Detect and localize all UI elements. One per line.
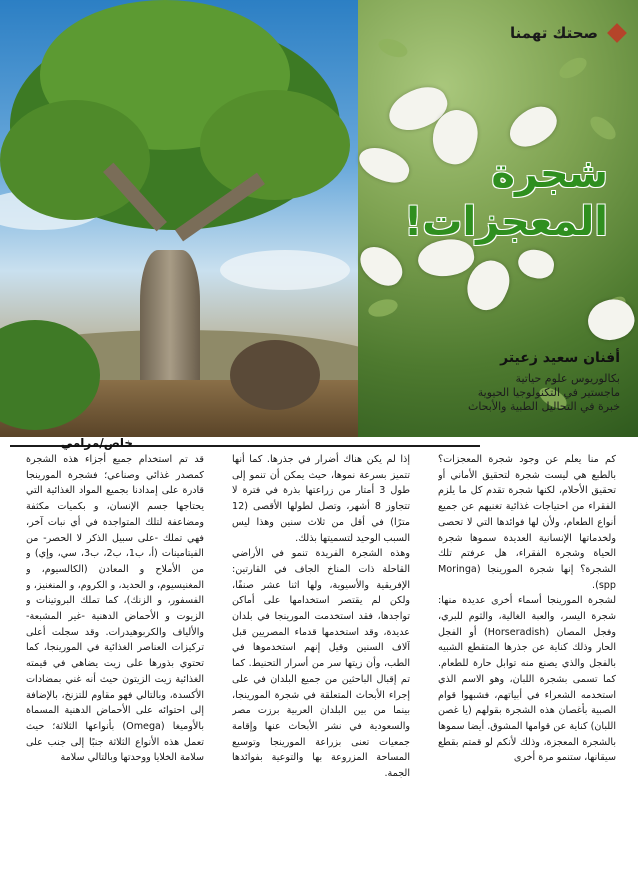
title-line: المعجزات! <box>404 199 608 245</box>
author-credential: خبرة في التحاليل الطبية والأبحاث <box>467 400 620 413</box>
article-title <box>348 150 608 246</box>
moringa-tree-photo <box>0 0 360 437</box>
author-name: أفنان سعيد زعيتر <box>500 350 620 366</box>
text-column-2 <box>232 452 410 864</box>
text-column-1 <box>438 452 616 864</box>
title-line: شجرة <box>491 151 608 197</box>
source-tag: خاص/مرامي <box>60 436 133 450</box>
paragraph: قد تم استخدام جميع أجزاء هذه الشجرة كمصدر غذائي وصناعي؛ فشجرة المورينجا قادرة على إمدادنا بجميع المواد الغذائية التي يحتاجها جسم الإنسان، و بكميات مكثفة ومضاعفة لتلك المتواجدة في أي نبات آخر، فهي تملك -على سبيل الذكر لا الحصر- من الفيتامينات (أ، ب1، ب2، ب3، سي، وإي) و من الأملاح و المعادن (الكالسيوم، و المغنيسيوم، و الحديد، و الكروم، و المنغنيز، و الفسفور، و الزنك)، كما تملك البروتينات و الزيوت و الأحماض الدهنية -غير المشبعة- والألياف والكربوهيدرات. وقد سجلت أعلى تركيزات العناصر الغذائية في المورينجا، كما تحتوي بذورها على زيت يضاهي في قيمته الغذائية زيت الزيتون حيث أنه غني بمضادات الأكسدة، وبالتالي فهو مقاوم للتزنخ، بالإضافة إلى احتوائه على الأحماض الدهنية المسماة بالأوميغا (Omega) بأنواعها الثلاثة؛ حيث تعمل هذه الأنواع الثلاثة جنبًا إلى جنب على سلامة الخلايا ووحدتها وبالتالي سلامة <box>26 454 204 764</box>
text-column-3 <box>26 452 204 864</box>
paragraph: وهذه الشجرة الفريدة تنمو في الأراضي القاحلة ذات المناخ الجاف في القارتين: الإفريقية والأسيوية، ولها اثنا عشر صنفًا، ولكن لم يقتصر استخدامها على أماكن تواجدها، فقد استخدمت المورينجا في بلدان عديدة، وقد استخدمها قدماء المصريين قبل آلاف السنين وقيل إنهم استخدموها في الطب، وأن زيتها سر من أسرار التحنيط. كما تم إقبال الباحثين من جميع البلدان في على إجراء الأبحاث المتعلقة في شجرة المورينجا، بينما من بين البلدان العربية برزت مصر والسعودية في نشر الأبحاث عنها وإقامة جمعيات تعنى بزراعة المورينجا وتوسيع المساحة المزروعة بها والتوعية بفوائدها الجمة. <box>232 548 410 780</box>
author-credential: ماجستير في التكنولوجيا الحيوية <box>477 386 620 399</box>
section-tag: صحتك تهمنا <box>510 24 598 42</box>
paragraph: إذا لم يكن هناك أضرار في جذرها. كما أنها تتميز بسرعة نموها، حيث يمكن أن تنمو إلى طول 3 أمتار من زراعتها بذرة في فترة لا تتجاوز 8 أشهر، وتصل لطولها الأقصى (12 مترًا) في أقل من ثلاث سنين وهذا ليس السبب الوحيد لتسميتها بذلك. <box>232 454 410 544</box>
author-credentials <box>360 372 620 414</box>
paragraph: لشجرة المورينجا أسماء أخرى عديدة منها: شجرة اليسر، والعبة الغالية، والثوم للبري، وفجل المصان (Horseradish) أو الفجل الحار وذلك كناية عن جذرها المتقطع الشبيه بالفجل والذي يصنع منه توابل حارة للطعام. كما تسمى بشجرة اللبان، وهو الاسم الذي استخدمه الشعراء في أبياتهم، فشبهوا قوام الصبية بأغصان هذه الشجرة بقولهم (يا غصن اللبان) كناية عن قوامها المشوق. أيضا سموها بالشجرة المعجزة، وذلك لأنكم لو قمتم بقطع سيقانها، ستنمو مرة أخرى <box>438 595 616 764</box>
author-credential: بكالوريوس علوم حياتية <box>515 372 620 385</box>
paragraph: كم منا يعلم عن وجود شجرة المعجزات؟ بالطبع هي ليست شجرة لتحقيق الأماني أو تحقيق الأحلام، لكنها شجرة تقدم كل ما يلزم الفقراء من احتياجات غذائية تغنيهم عن جميع أنواع الطعام، ولأن لها فوائدها التي لا تحصى ولخدماتها الإنسانية العديدة سموها شجرة الحياة وشجرة الفقراء، هل عرفتم تلك الشجرة؟ إنها شجرة المورينجا (Moringa spp). <box>438 454 616 591</box>
